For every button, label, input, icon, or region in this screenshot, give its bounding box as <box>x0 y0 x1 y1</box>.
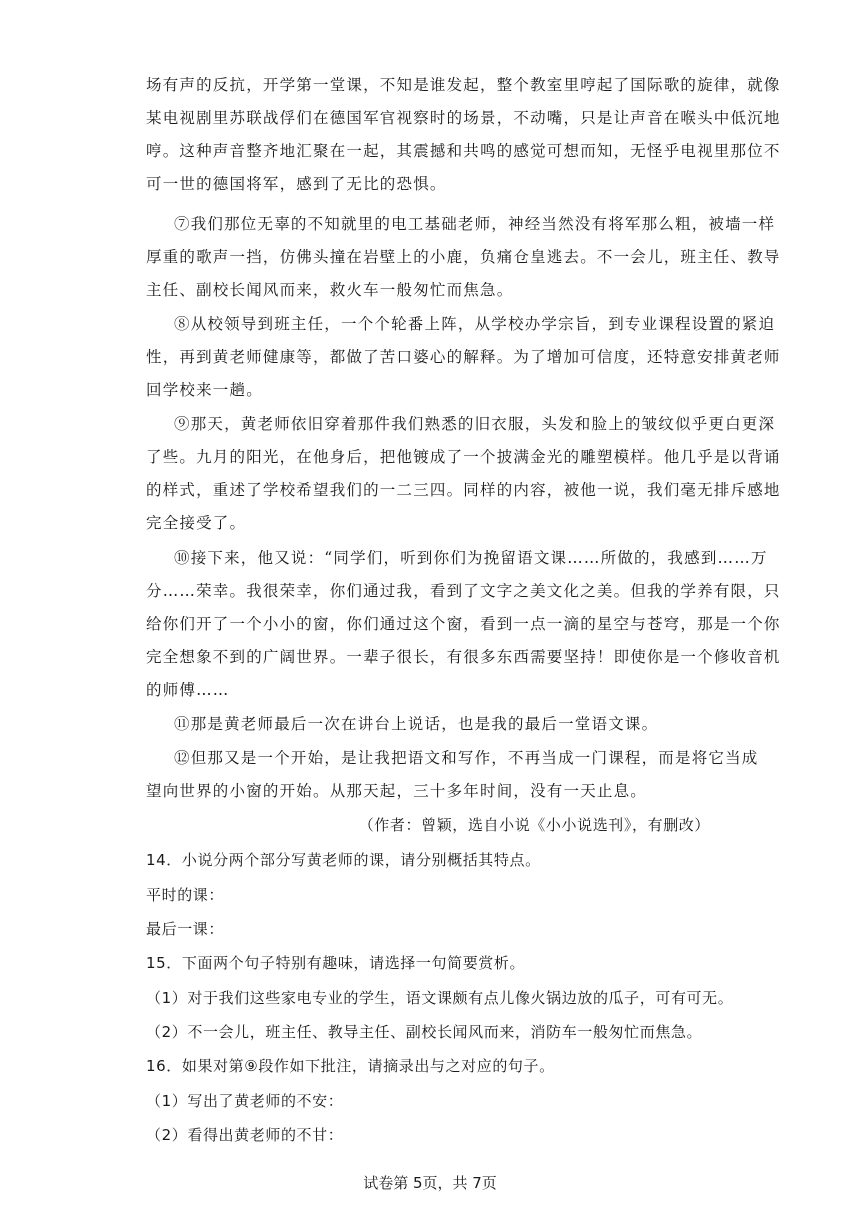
paragraph-11-line: ⑪那是黄老师最后一次在讲台上说话，也是我的最后一堂语文课。 <box>174 715 659 733</box>
passage-line: 的师傅…… <box>146 681 230 699</box>
passage-line: 回学校来一趟。 <box>146 381 263 399</box>
paragraph-12-line: ⑫但那又是一个开始，是让我把语文和写作，不再当成一门课程，而是将它当成 <box>174 749 759 767</box>
page-footer: 试卷第 5页，共 7页 <box>363 1174 497 1192</box>
passage-line: 主任、副校长闻风而来，救火车一般匆忙而焦急。 <box>146 281 514 299</box>
passage-line: 了些。九月的阳光，在他身后，把他镀成了一个披满金光的雕塑模样。他几乎是以背诵 <box>146 448 781 466</box>
question-14-part-b: 最后一课： <box>146 920 225 938</box>
question-16: 16．如果对第⑨段作如下批注，请摘录出与之对应的句子。 <box>146 1057 555 1075</box>
question-15-option-2: （2）不一会儿，班主任、教导主任、副校长闻风而来，消防车一般匆忙而焦急。 <box>146 1023 703 1041</box>
question-16-part-1: （1）写出了黄老师的不安： <box>146 1092 344 1110</box>
passage-line: 场有声的反抗，开学第一堂课，不知是谁发起，整个教室里哼起了国际歌的旋律，就像 <box>146 76 781 94</box>
question-15-option-1: （1）对于我们这些家电专业的学生，语文课颇有点儿像火锅边放的瓜子，可有可无。 <box>146 989 734 1007</box>
passage-line: 某电视剧里苏联战俘们在德国军官视察时的场景，不动嘴，只是让声音在喉头中低沉地 <box>146 109 781 127</box>
question-14-part-a: 平时的课： <box>146 886 225 904</box>
paragraph-9-line: ⑨那天，黄老师依旧穿着那件我们熟悉的旧衣服，头发和脸上的皱纹似乎更白更深 <box>174 415 776 433</box>
passage-line: 的样式，重述了学校希望我们的一二三四。同样的内容，被他一说，我们毫无排斥感地 <box>146 481 781 499</box>
passage-line: 性，再到黄老师健康等，都做了苦口婆心的解释。为了增加可信度，还特意安排黄老师 <box>146 348 781 366</box>
passage-line: 给你们开了一个小小的窗，你们通过这个窗，看到一点一滴的星空与苍穹，那是一个你 <box>146 615 781 633</box>
source-citation: （作者：曾颖，选自小说《小小说选刊》，有删改） <box>358 816 710 834</box>
question-16-part-2: （2）看得出黄老师的不甘： <box>146 1126 344 1144</box>
passage-line: 厚重的歌声一挡，仿佛头撞在岩壁上的小鹿，负痛仓皇逃去。不一会儿，班主任、教导 <box>146 248 781 266</box>
passage-line: 分……荣幸。我很荣幸，你们通过我，看到了文字之美文化之美。但我的学养有限，只 <box>146 582 781 600</box>
question-15: 15．下面两个句子特别有趣味，请选择一句简要赏析。 <box>146 954 526 972</box>
question-14: 14．小说分两个部分写黄老师的课，请分别概括其特点。 <box>146 851 541 869</box>
passage-line: 完全想象不到的广阔世界。一辈子很长，有很多东西需要坚持！即使你是一个修收音机 <box>146 648 781 666</box>
passage-line: 完全接受了。 <box>146 514 247 532</box>
passage-line: 哼。这种声音整齐地汇聚在一起，其震撼和共鸣的感觉可想而知，无怪乎电视里那位不 <box>146 142 781 160</box>
paragraph-7-line: ⑦我们那位无辜的不知就里的电工基础老师，神经当然没有将军那么粗，被墙一样 <box>174 215 776 233</box>
passage-line: 望向世界的小窗的开始。从那天起，三十多年时间，没有一天止息。 <box>146 782 648 800</box>
paragraph-8-line: ⑧从校领导到班主任，一个个轮番上阵，从学校办学宗旨，到专业课程设置的紧迫 <box>174 315 776 333</box>
paragraph-10-line: ⑩接下来，他又说：“同学们，听到你们为挽留语文课……所做的，我感到……万 <box>174 549 768 567</box>
passage-line: 可一世的德国将军，感到了无比的恐惧。 <box>146 175 447 193</box>
